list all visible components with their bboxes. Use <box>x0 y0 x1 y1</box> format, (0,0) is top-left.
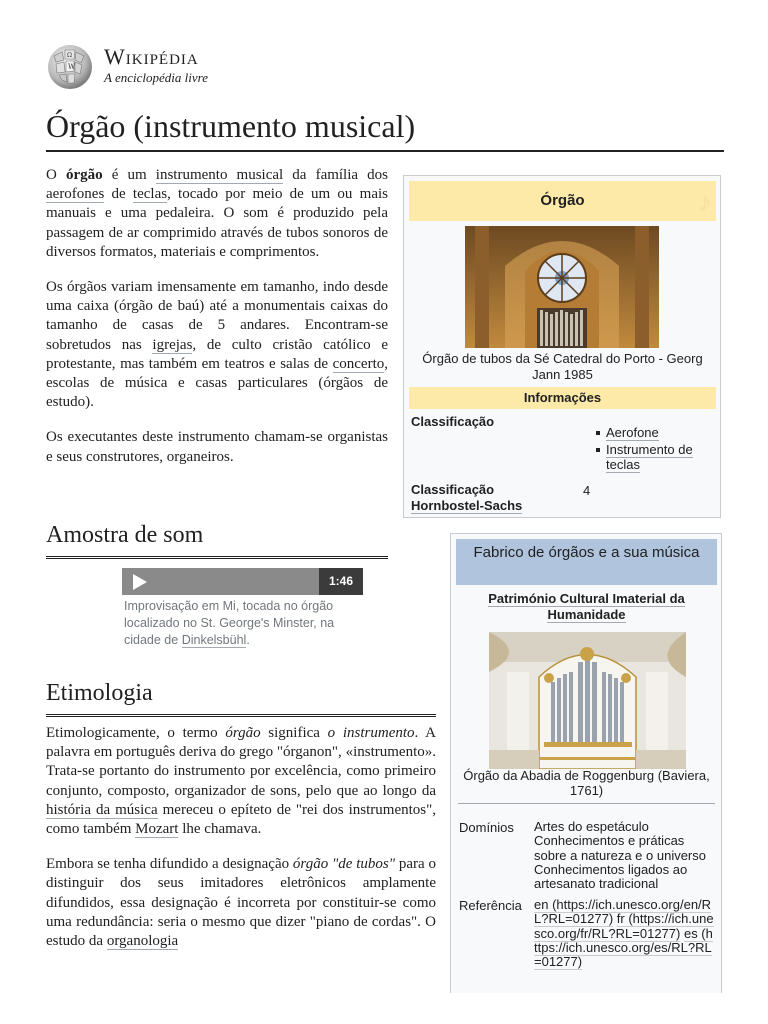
heritage-subtitle <box>456 591 717 623</box>
text: para o distinguir dos seus imitadores eletrônicos amplamente difundidos, essa designação é incorreta por constituir-se como uma redundância: seria o mesmo que dizer "piano de cordas". O estudo da <box>46 856 436 950</box>
domains-value <box>534 820 716 891</box>
intro-section <box>46 166 388 483</box>
reference-value <box>534 898 716 969</box>
link-patrimonio[interactable]: Património Cultural Imaterial da Humanidade <box>488 591 685 622</box>
svg-text:W: W <box>68 63 76 71</box>
audio-section <box>46 520 388 559</box>
roggenburg-organ-image[interactable] <box>489 632 686 769</box>
list-item <box>594 442 714 472</box>
tagline: A enciclopédia livre <box>104 70 208 85</box>
link-reference-fr[interactable]: fr (https://ich.unesco.org/fr/RL?RL=01277) <box>534 911 714 941</box>
hornbostel-value: 4 <box>583 483 591 498</box>
text: Os órgãos variam imensamente em tamanho, indo desde uma caixa (órgão de baú) até a monumentais caixas do tamanho de casas de 5 andares. Encontram-se sobretudos nas <box>46 279 388 353</box>
domain-item: Conhecimentos e práticas sobre a natureza e o universo <box>534 833 706 863</box>
intro-paragraph-3: Os executantes deste instrumento chamam-se organistas e seus construtores, organeiros. <box>46 429 388 465</box>
link-aerofones[interactable]: aerofones <box>46 186 105 203</box>
music-note-icon: ♪ <box>698 186 712 217</box>
text: Etimologicamente, o termo <box>46 725 226 741</box>
etymology-body <box>46 724 436 967</box>
etymology-paragraph-1 <box>46 724 436 839</box>
wikipedia-logo[interactable] <box>44 42 208 90</box>
link-reference-en[interactable]: en (https://ich.unesco.org/en/RL?RL=01277) <box>534 897 712 927</box>
text: . A palavra em português deriva do grego "órganon", «instrumento». Trata-se portanto do instrumento por excelência, como primeiro conjunto, composto, organizador de sons, pelo que ao longo da <box>46 725 436 799</box>
etymology-section <box>46 678 436 717</box>
label-hornbostel <box>411 482 522 514</box>
audio-caption <box>124 598 354 649</box>
infobox-title-text: Órgão <box>540 192 585 209</box>
etymology-paragraph-2 <box>46 855 436 951</box>
text: significa <box>260 725 328 741</box>
link-mozart[interactable]: Mozart <box>135 821 179 838</box>
text: lhe chamava. <box>178 821 262 838</box>
infobox-orgao <box>403 175 721 518</box>
infobox-heritage <box>450 533 722 993</box>
wikipedia-globe-icon <box>44 42 96 90</box>
intro-paragraph-2 <box>46 278 388 412</box>
link-historia-da-musica[interactable]: história da música <box>46 801 158 818</box>
classification-list <box>594 425 714 474</box>
play-icon[interactable] <box>133 574 147 590</box>
heritage-title: Fabrico de órgãos e a sua música <box>456 539 717 585</box>
text: . <box>246 633 250 647</box>
label-classificacao: Classificação <box>411 414 495 429</box>
section-heading-amostra: Amostra de som <box>46 520 388 559</box>
italic-term: o instrumento <box>327 725 415 741</box>
text: , de culto cristão católico e protestante, mas também em teatros e salas de <box>46 336 388 372</box>
cathedral-organ-image[interactable] <box>465 226 659 348</box>
label-dominios: Domínios <box>459 820 514 835</box>
link-igrejas[interactable]: igrejas <box>152 336 193 353</box>
label-line: Classificação <box>411 482 495 497</box>
divider <box>458 803 715 804</box>
text: Embora se tenha difundido a designação <box>46 856 293 873</box>
text: , escolas de música e casas particulares (órgãos de estudo). <box>46 355 388 411</box>
link-aerofone[interactable]: Aerofone <box>606 425 659 440</box>
domain-item: Artes do espetáculo <box>534 819 649 834</box>
link-hornbostel-sachs[interactable]: Hornbostel-Sachs <box>411 498 523 513</box>
infobox-image-caption: Órgão de tubos da Sé Catedral do Porto - Georg Jann 1985 <box>422 351 703 382</box>
wordmark: Wikipédia <box>104 44 199 69</box>
list-item <box>594 425 714 440</box>
bold-term: órgão <box>65 167 103 183</box>
svg-text:Ω: Ω <box>67 52 72 59</box>
text: O <box>46 167 66 183</box>
link-organologia[interactable]: organologia <box>106 933 179 950</box>
link-teclas[interactable]: teclas <box>132 186 168 203</box>
link-instrumento-de-teclas[interactable]: Instrumento de teclas <box>606 442 693 472</box>
link-dinkelsbuhl[interactable]: Dinkelsbühl <box>181 633 247 647</box>
page-title: Órgão (instrumento musical) <box>46 104 724 152</box>
audio-duration: 1:46 <box>319 568 363 595</box>
infobox-title <box>409 181 716 221</box>
link-instrumento-musical[interactable]: instrumento musical <box>155 167 284 183</box>
audio-player[interactable] <box>122 568 363 595</box>
italic-term: órgão <box>225 725 261 741</box>
infobox-subheader: Informações <box>409 387 716 409</box>
text: mereceu o epíteto de "rei dos instrumentos", como também <box>46 801 436 838</box>
link-reference-es[interactable]: es (https://ich.unesco.org/es/RL?RL=01277) <box>534 925 713 970</box>
intro-paragraph-1 <box>46 166 388 262</box>
text: Improvisação em Mi, tocada no órgão localizado no St. George's Minster, na cidade de <box>124 599 335 647</box>
label-referencia: Referência <box>459 898 522 913</box>
italic-term: órgão "de tubos" <box>292 856 396 873</box>
section-heading-etimologia: Etimologia <box>46 678 436 717</box>
domain-item: Conhecimentos ligados ao artesanato tradicional <box>534 861 688 892</box>
text: da família dos <box>283 167 388 183</box>
text: , tocado por meio de um ou mais manuais e uma pedaleira. O som é produzido pela passagem de ar comprimido através de tubos sonoros de diversos formatos, materiais e comprimentos. <box>46 186 388 260</box>
text: de <box>104 186 133 203</box>
text: é um <box>102 167 156 183</box>
heritage-image-caption: Órgão da Abadia de Roggenburg (Baviera, 1761) <box>463 768 710 798</box>
link-concerto[interactable]: concerto <box>332 355 385 372</box>
